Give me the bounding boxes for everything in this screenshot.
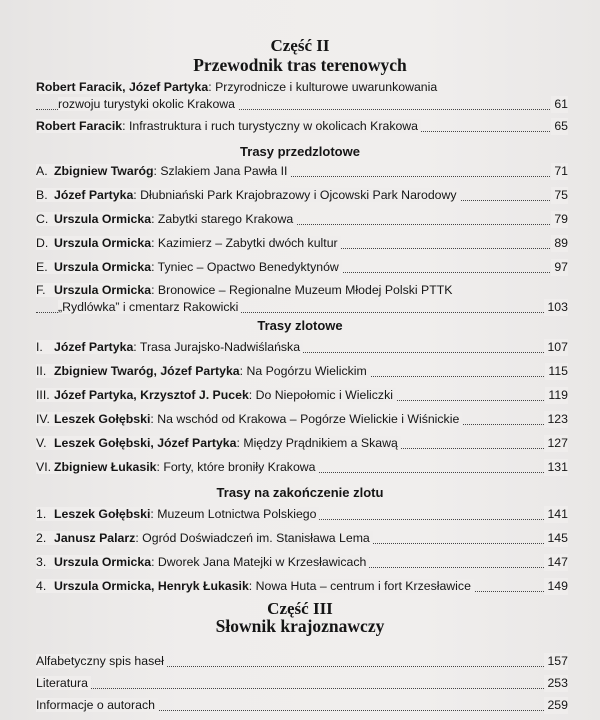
entry-number: 4. bbox=[36, 579, 47, 593]
entry-number: VI. bbox=[36, 460, 52, 474]
entry-page: 259 bbox=[544, 697, 568, 714]
toc-entry[interactable] bbox=[36, 163, 568, 180]
entry-page: 123 bbox=[544, 411, 568, 428]
toc-entry[interactable] bbox=[36, 554, 568, 571]
entry-title: : Tyniec – Opactwo Benedyktynów bbox=[151, 260, 339, 274]
toc-entry[interactable] bbox=[36, 187, 568, 204]
entry-title: Alfabetyczny spis haseł bbox=[36, 654, 167, 668]
entry-page: 115 bbox=[545, 363, 568, 380]
entry-number: C. bbox=[36, 212, 49, 226]
entry-number: I. bbox=[36, 340, 43, 354]
entry-page: 147 bbox=[544, 554, 568, 571]
entry-title: Informacje o autorach bbox=[36, 698, 158, 712]
entry-title: : Infrastruktura i ruch turystyczny w okolicach Krakowa bbox=[122, 119, 419, 133]
entry-number: F. bbox=[36, 283, 46, 297]
entry-title: : Przyrodnicze i kulturowe uwarunkowania bbox=[208, 80, 438, 94]
toc-entry[interactable] bbox=[36, 578, 568, 595]
entry-number: III. bbox=[36, 388, 50, 402]
toc-entry[interactable] bbox=[36, 675, 568, 692]
toc-entry[interactable] bbox=[36, 697, 568, 714]
entry-page: 131 bbox=[544, 459, 568, 476]
part-2-title: Część II bbox=[270, 36, 330, 55]
entry-authors: Janusz Palarz bbox=[54, 531, 136, 545]
toc-entry[interactable] bbox=[36, 435, 568, 452]
entry-title: : Dłubniański Park Krajobrazowy i Ojcowski Park Narodowy bbox=[133, 188, 457, 202]
entry-title: Literatura bbox=[36, 676, 91, 690]
entry-page: 141 bbox=[544, 506, 568, 523]
entry-page: 103 bbox=[544, 299, 568, 316]
entry-page: 61 bbox=[551, 96, 568, 113]
toc-entry[interactable] bbox=[36, 211, 568, 228]
entry-title: : Zabytki starego Krakowa bbox=[151, 212, 294, 226]
leader-dots bbox=[36, 688, 568, 689]
toc-entry[interactable] bbox=[36, 387, 568, 404]
toc-entry[interactable] bbox=[36, 339, 568, 356]
section-heading: Trasy zlotowe bbox=[257, 318, 343, 333]
entry-number: 2. bbox=[36, 531, 47, 545]
entry-number: B. bbox=[36, 188, 48, 202]
entry-page: 253 bbox=[544, 675, 568, 692]
section-heading: Trasy przedzlotowe bbox=[240, 144, 360, 159]
entry-page: 145 bbox=[544, 530, 568, 547]
entry-number: 1. bbox=[36, 507, 47, 521]
entry-title: : Na Pogórzu Wielickim bbox=[239, 364, 367, 378]
section-heading: Trasy na zakończenie zlotu bbox=[216, 485, 384, 500]
part-3-subtitle: Słownik krajoznawczy bbox=[215, 616, 385, 636]
entry-number: A. bbox=[36, 164, 48, 178]
entry-authors: Zbigniew Twaróg bbox=[54, 164, 154, 178]
toc-entry[interactable] bbox=[36, 259, 568, 276]
entry-page: 157 bbox=[544, 653, 568, 670]
entry-title: : Szlakiem Jana Pawła II bbox=[153, 164, 288, 178]
entry-number: V. bbox=[36, 436, 47, 450]
entry-authors: Leszek Gołębski, Józef Partyka bbox=[54, 436, 237, 450]
toc-entry[interactable] bbox=[36, 530, 568, 547]
entry-authors: Zbigniew Twaróg, Józef Partyka bbox=[54, 364, 240, 378]
entry-authors: Urszula Ormicka bbox=[54, 283, 152, 297]
entry-page: 127 bbox=[544, 435, 568, 452]
part-2-subtitle: Przewodnik tras terenowych bbox=[193, 55, 407, 75]
toc-entry[interactable] bbox=[36, 79, 568, 113]
entry-page: 89 bbox=[551, 235, 568, 252]
toc-entry[interactable] bbox=[36, 459, 568, 476]
entry-authors: Urszula Ormicka bbox=[54, 555, 152, 569]
part-3-title: Część III bbox=[267, 599, 333, 618]
entry-authors: Robert Faracik, Józef Partyka bbox=[36, 80, 209, 94]
entry-title: : Nowa Huta – centrum i fort Krzesławice bbox=[248, 579, 471, 593]
toc-entry[interactable] bbox=[36, 363, 568, 380]
entry-authors: Leszek Gołębski bbox=[54, 507, 151, 521]
entry-title: : Na wschód od Krakowa – Pogórze Wielickie i Wiśnickie bbox=[150, 412, 460, 426]
entry-title-cont: „Rydlówka” i cmentarz Rakowicki bbox=[58, 300, 241, 314]
toc-entry[interactable] bbox=[36, 235, 568, 252]
entry-page: 65 bbox=[551, 118, 568, 135]
toc-entry[interactable] bbox=[36, 118, 568, 135]
entry-title: : Muzeum Lotnictwa Polskiego bbox=[150, 507, 317, 521]
entry-authors: Urszula Ormicka bbox=[54, 212, 152, 226]
entry-page: 149 bbox=[544, 578, 568, 595]
toc-entry[interactable] bbox=[36, 411, 568, 428]
entry-authors: Zbigniew Łukasik bbox=[54, 460, 157, 474]
entry-authors: Urszula Ormicka bbox=[54, 236, 152, 250]
entry-page: 71 bbox=[551, 163, 568, 180]
entry-authors: Józef Partyka bbox=[54, 340, 134, 354]
entry-title: : Ogród Doświadczeń im. Stanisława Lema bbox=[135, 531, 370, 545]
entry-number: II. bbox=[36, 364, 47, 378]
entry-page: 97 bbox=[551, 259, 568, 276]
entry-title: : Bronowice – Regionalne Muzeum Młodej Polski PTTK bbox=[151, 283, 453, 297]
entry-title: : Kazimierz – Zabytki dwóch kultur bbox=[151, 236, 338, 250]
entry-page: 107 bbox=[544, 339, 568, 356]
entry-authors: Robert Faracik bbox=[36, 119, 123, 133]
entry-title: : Trasa Jurajsko-Nadwiślańska bbox=[133, 340, 301, 354]
toc-entry[interactable] bbox=[36, 506, 568, 523]
entry-title: : Do Niepołomic i Wieliczki bbox=[248, 388, 393, 402]
entry-authors: Józef Partyka, Krzysztof J. Pucek bbox=[54, 388, 249, 402]
entry-title: : Między Prądnikiem a Skawą bbox=[236, 436, 398, 450]
entry-authors: Urszula Ormicka bbox=[54, 260, 152, 274]
entry-authors: Leszek Gołębski bbox=[54, 412, 151, 426]
entry-title: : Dworek Jana Matejki w Krzesławicach bbox=[151, 555, 367, 569]
entry-page: 75 bbox=[551, 187, 568, 204]
toc-entry[interactable] bbox=[36, 653, 568, 670]
entry-page: 119 bbox=[545, 387, 568, 404]
entry-page: 79 bbox=[551, 211, 568, 228]
entry-authors: Józef Partyka bbox=[54, 188, 134, 202]
toc-entry[interactable] bbox=[36, 282, 568, 316]
entry-title: : Forty, które broniły Krakowa bbox=[156, 460, 316, 474]
entry-number: 3. bbox=[36, 555, 47, 569]
entry-number: E. bbox=[36, 260, 48, 274]
entry-title-cont: rozwoju turystyki okolic Krakowa bbox=[58, 97, 238, 111]
entry-number: IV. bbox=[36, 412, 50, 426]
entry-number: D. bbox=[36, 236, 49, 250]
entry-authors: Urszula Ormicka, Henryk Łukasik bbox=[54, 579, 249, 593]
